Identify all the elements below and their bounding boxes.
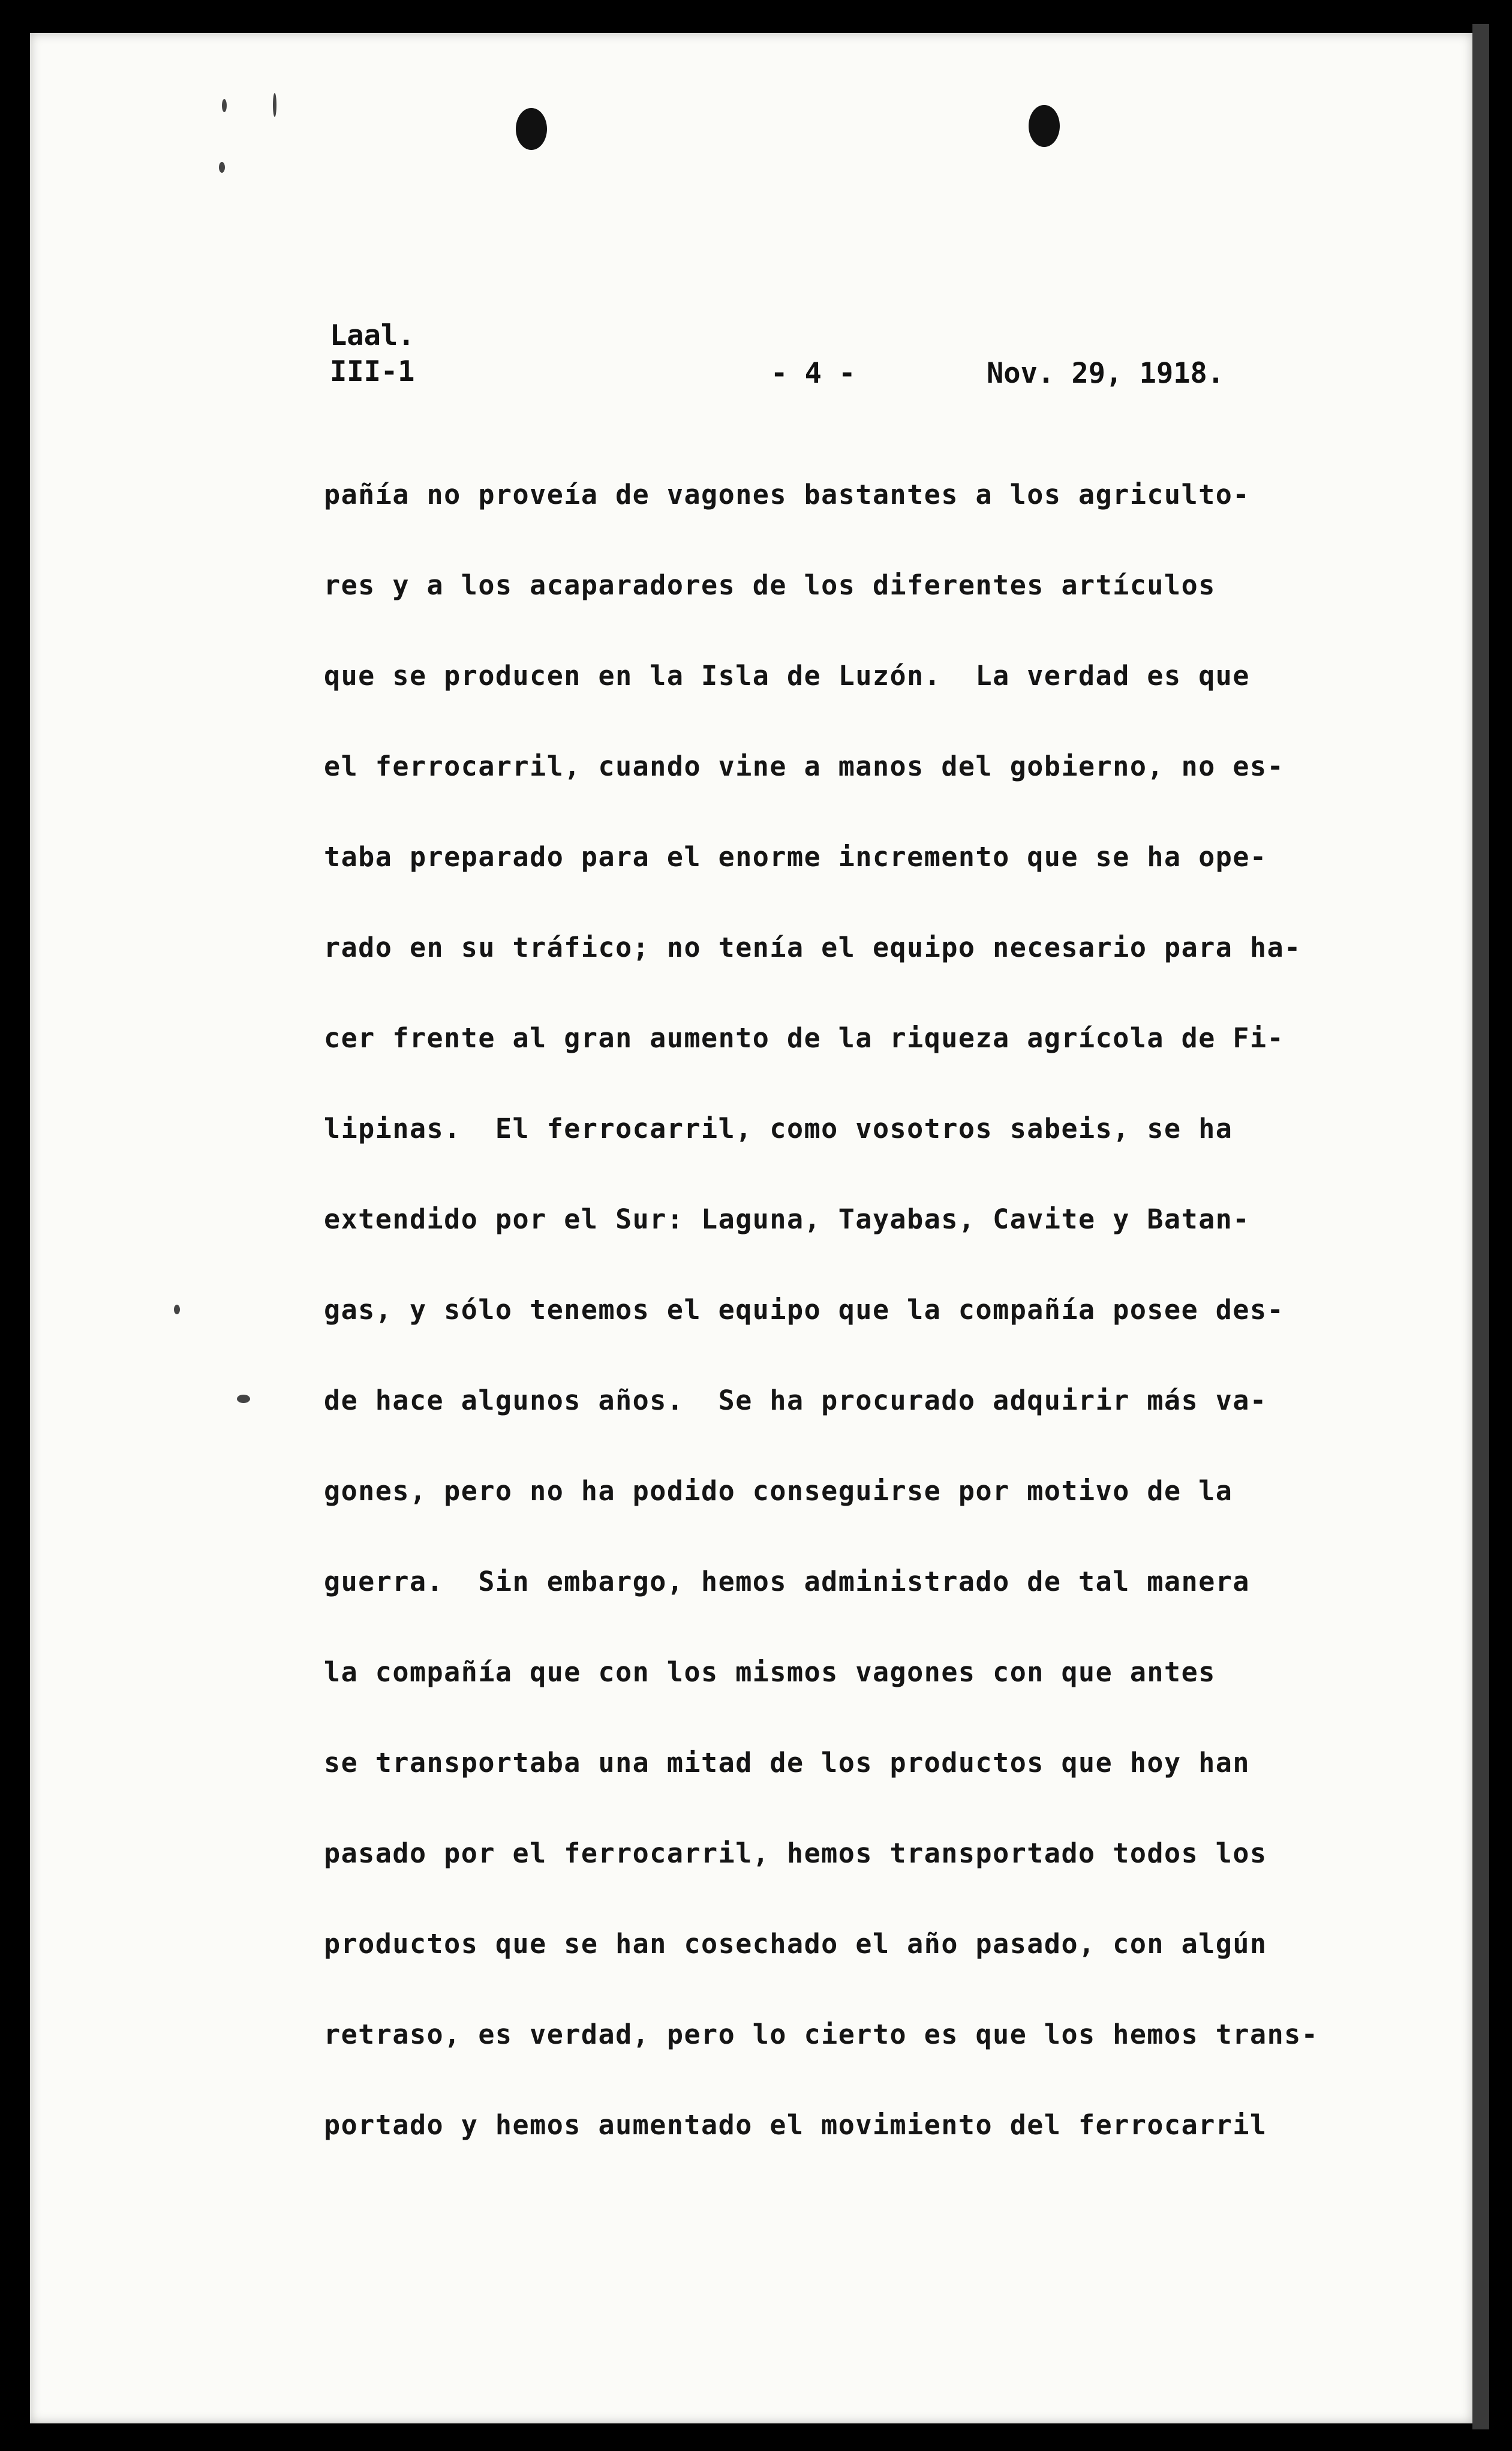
- text-line: productos que se han cosechado el año pasado, con algún: [324, 1928, 1267, 1960]
- text-line: el ferrocarril, cuando vine a manos del gobierno, no es-: [324, 750, 1285, 782]
- text-line: gas, y sólo tenemos el equipo que la compañía posee des-: [324, 1294, 1285, 1326]
- text-line: retraso, es verdad, pero lo cierto es que los hemos trans-: [324, 2019, 1319, 2050]
- ink-speck: [237, 1395, 250, 1403]
- text-line: la compañía que con los mismos vagones con que antes: [324, 1656, 1216, 1688]
- document-date: Nov. 29, 1918.: [987, 357, 1225, 390]
- text-line: pañía no proveía de vagones bastantes a los agriculto-: [324, 479, 1250, 510]
- text-line: guerra. Sin embargo, hemos administrado de tal manera: [324, 1566, 1250, 1597]
- page-number: - 4 -: [771, 357, 856, 390]
- ink-speck: [273, 93, 276, 117]
- text-line: que se producen en la Isla de Luzón. La verdad es que: [324, 660, 1250, 692]
- page-edge: [1472, 24, 1489, 2429]
- text-line: lipinas. El ferrocarril, como vosotros sabeis, se ha: [324, 1113, 1233, 1145]
- body-text: [324, 477, 1379, 2198]
- reference-line-2: III-1: [330, 355, 415, 388]
- text-line: se transportaba una mitad de los productos que hoy han: [324, 1747, 1250, 1779]
- punch-hole-left: [516, 108, 547, 150]
- document-reference: [330, 318, 414, 390]
- text-line: res y a los acaparadores de los diferentes artículos: [324, 569, 1216, 601]
- text-line: gones, pero no ha podido conseguirse por motivo de la: [324, 1475, 1233, 1507]
- text-line: rado en su tráfico; no tenía el equipo necesario para ha-: [324, 932, 1301, 963]
- text-line: cer frente al gran aumento de la riqueza agrícola de Fi-: [324, 1022, 1285, 1054]
- text-line: extendido por el Sur: Laguna, Tayabas, Cavite y Batan-: [324, 1203, 1250, 1235]
- text-line: taba preparado para el enorme incremento que se ha ope-: [324, 841, 1267, 873]
- text-line: portado y hemos aumentado el movimiento del ferrocarril: [324, 2109, 1267, 2141]
- text-line: de hace algunos años. Se ha procurado adquirir más va-: [324, 1384, 1267, 1416]
- punch-hole-right: [1029, 105, 1060, 147]
- ink-speck: [219, 162, 225, 173]
- ink-speck: [174, 1305, 180, 1314]
- reference-line-1: Laal.: [330, 319, 415, 352]
- ink-speck: [222, 99, 227, 112]
- text-line: pasado por el ferrocarril, hemos transportado todos los: [324, 1837, 1267, 1869]
